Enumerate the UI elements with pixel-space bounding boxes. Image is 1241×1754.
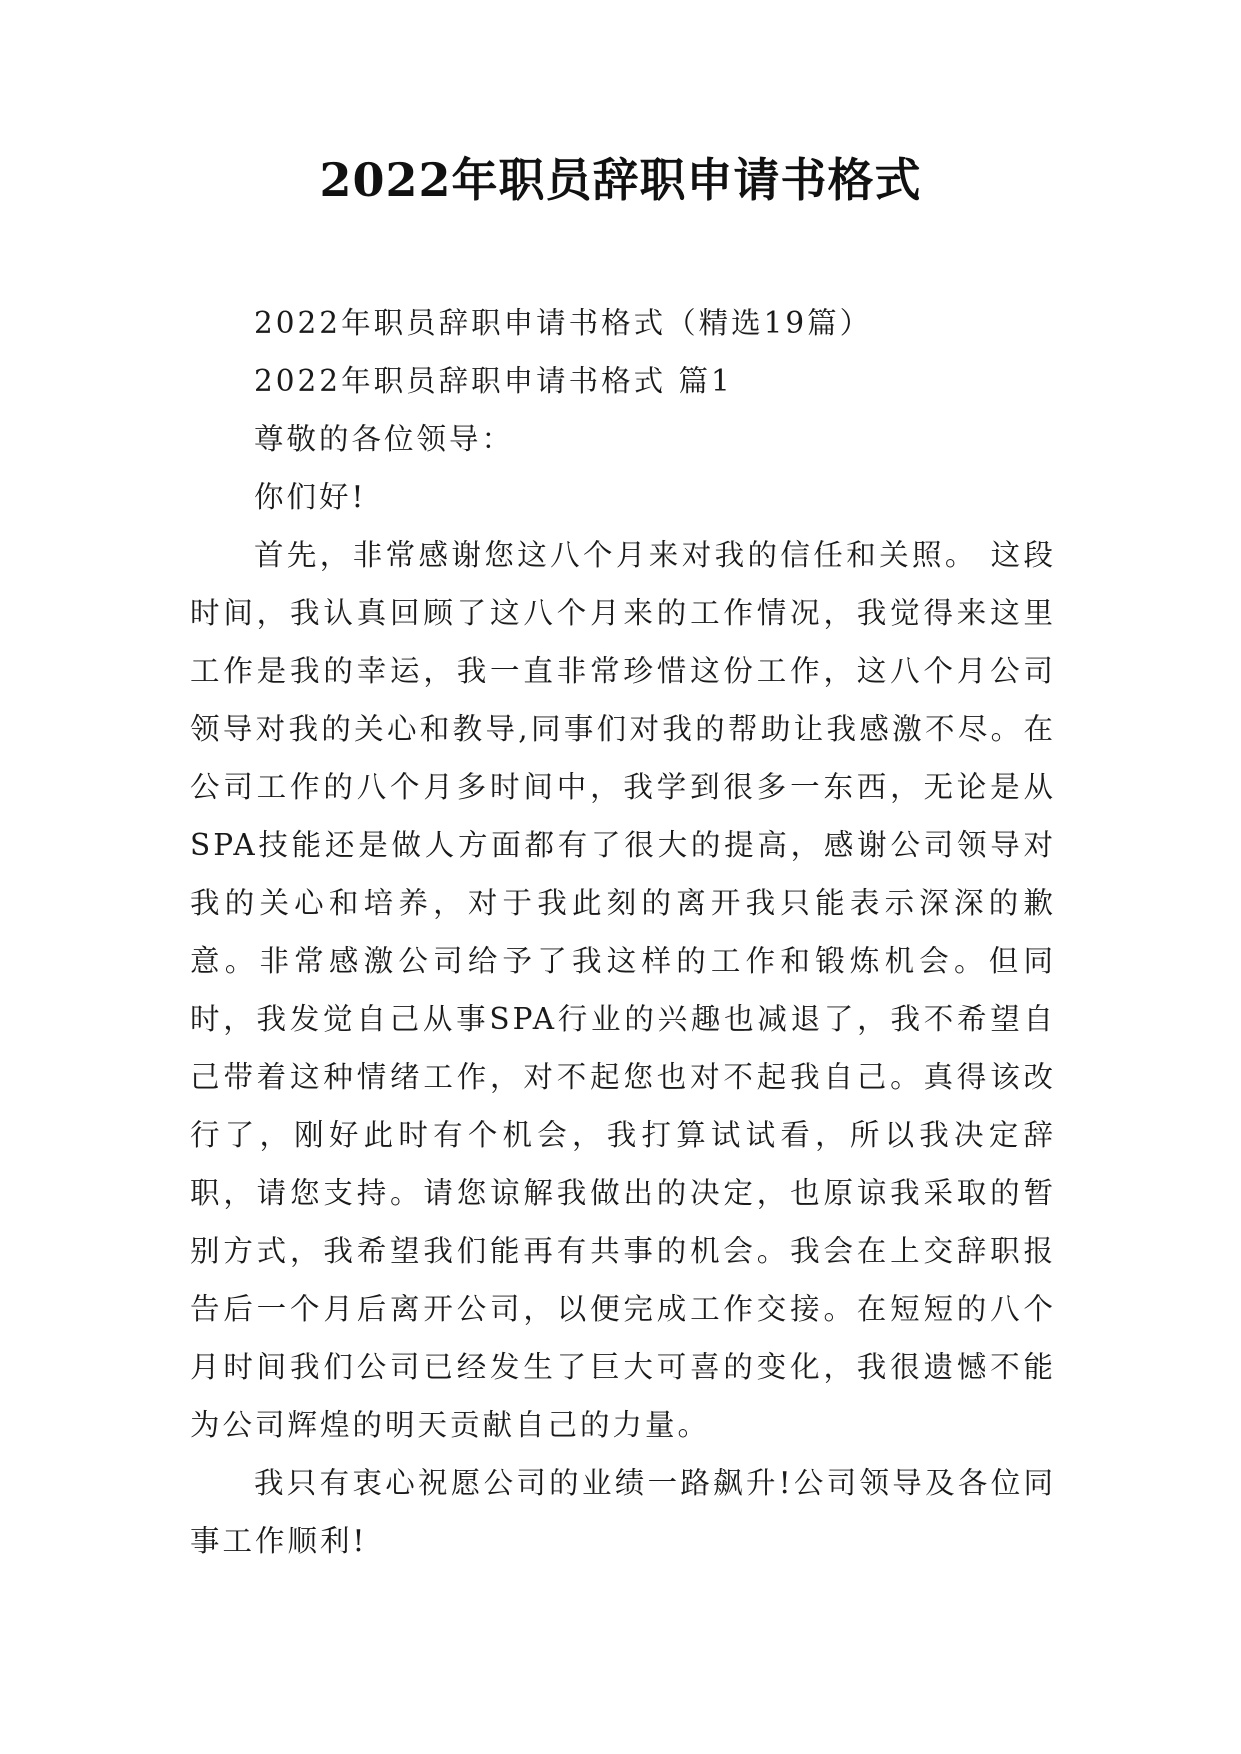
closing-paragraph: 我只有衷心祝愿公司的业绩一路飙升!公司领导及各位同事工作顺利! [190, 1466, 1056, 1558]
greeting: 你们好! [254, 480, 367, 514]
document-title: 2022年职员辞职申请书格式 [319, 153, 922, 207]
salutation: 尊敬的各位领导： [254, 422, 515, 456]
section-heading: 2022年职员辞职申请书格式 篇1 [254, 364, 733, 398]
body-paragraph: 首先，非常感谢您这八个月来对我的信任和关照。 这段时间，我认真回顾了这八个月来的工作情况，我觉得来这里工作是我的幸运，我一直非常珍惜这份工作，这八个月公司领导对我的关心和教导,同事们对我的帮助让我感激不尽。在公司工作的八个月多时间中，我学到很多一东西，无论是从SPA技能还是做人方面都有了很大的提高，感谢公司领导对我的关心和培养，对于我此刻的离开我只能表示深深的歉意。非常感激公司给予了我这样的工作和锻炼机会。但同时，我发觉自己从事SPA行业的兴趣也减退了，我不希望自己带着这种情绪工作，对不起您也对不起我自己。真得该改行了，刚好此时有个机会，我打算试试看，所以我决定辞职，请您支持。请您谅解我做出的决定，也原谅我采取的暂别方式，我希望我们能再有共事的机会。我会在上交辞职报告后一个月后离开公司，以便完成工作交接。在短短的八个月时间我们公司已经发生了巨大可喜的变化，我很遗憾不能为公司辉煌的明天贡献自己的力量。 [190, 538, 1056, 1442]
document-body [190, 294, 1056, 1570]
subtitle-paragraph: 2022年职员辞职申请书格式（精选19篇） [254, 306, 873, 340]
